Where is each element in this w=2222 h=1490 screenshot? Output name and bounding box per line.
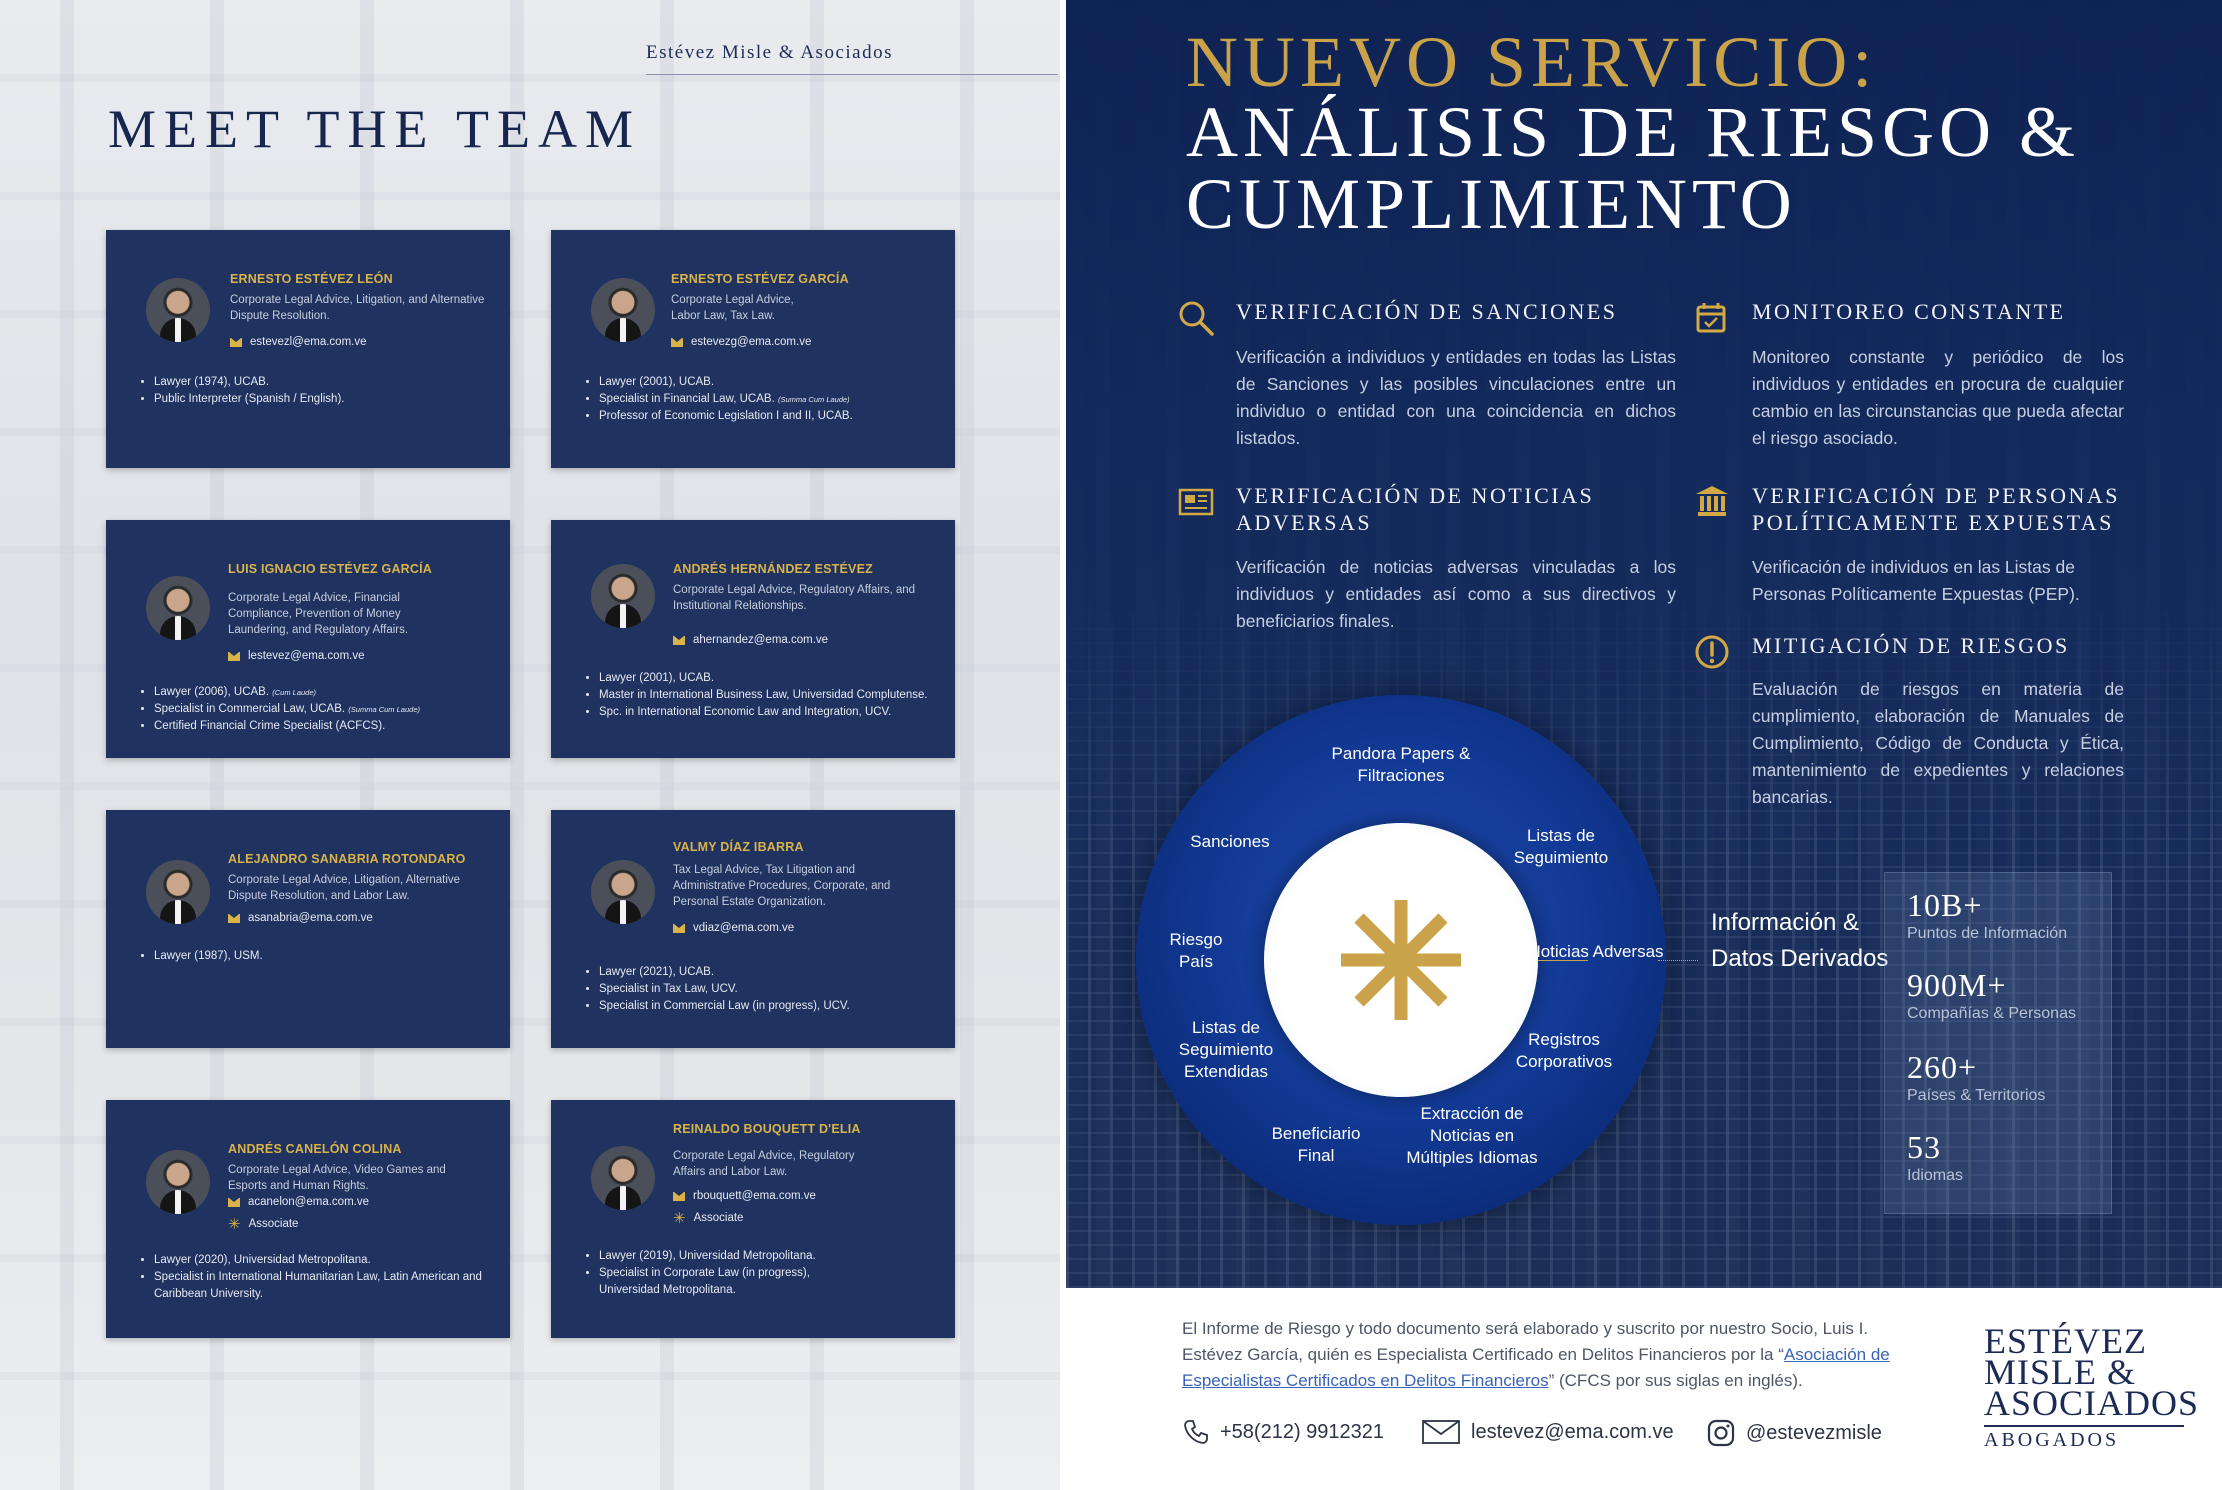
list-item: • Specialist in International Humanitarian Law, Latin American and Caribbean University. — [154, 1269, 496, 1303]
member-email[interactable]: vdiaz@ema.com.ve — [693, 922, 795, 934]
service-title-line1: NUEVO SERVICIO: — [1186, 22, 1878, 102]
member-email[interactable]: estevezl@ema.com.ve — [250, 336, 367, 348]
diagram-label-beneficiario: Beneficiario Final — [1271, 1124, 1361, 1165]
service-title: MITIGACIÓN DE RIESGOS — [1752, 633, 2070, 658]
diagram-label-sanciones: Sanciones — [1190, 832, 1270, 851]
email-row[interactable] — [228, 650, 365, 662]
associate-label: Associate — [248, 1218, 299, 1230]
team-card — [551, 520, 955, 758]
instagram-icon — [1706, 1418, 1736, 1448]
list-item: • Lawyer (1974), UCAB. — [154, 374, 496, 391]
page-title: MEET THE TEAM — [108, 99, 641, 159]
list-item — [154, 684, 496, 701]
service-page — [1066, 0, 2222, 1490]
envelope-icon — [228, 914, 240, 923]
diagram-label-pandora: Pandora Papers & Filtraciones — [1331, 744, 1471, 785]
credential-text: Specialist in Commercial Law, UCAB. — [154, 703, 346, 715]
stats-panel — [1884, 872, 2112, 1214]
envelope-icon — [673, 636, 685, 645]
envelope-icon — [673, 1192, 685, 1201]
member-email[interactable]: lestevez@ema.com.ve — [248, 650, 365, 662]
email-row[interactable] — [228, 1196, 369, 1208]
email-row[interactable] — [673, 1190, 816, 1202]
list-item: • Lawyer (2001), UCAB. — [599, 670, 941, 687]
phone-icon — [1182, 1418, 1210, 1446]
footer-text-before: El Informe de Riesgo y todo documento será elaborado y suscrito por nuestro Socio, Luis I. Estévez García, quién es Especialista Certificado en Delitos Financieros por la “ — [1182, 1319, 1869, 1364]
list-item: • Lawyer (2021), UCAB. — [599, 964, 941, 981]
member-role: Corporate Legal Advice, Litigation, Alternative Dispute Resolution, and Labor Law. — [228, 874, 461, 902]
footer-text-after: ” (CFCS por sus siglas en inglés). — [1548, 1371, 1803, 1390]
stat-number: 900M+ — [1907, 967, 2007, 1003]
list-item — [154, 701, 496, 718]
logo-line: ASOCIADOS — [1984, 1383, 2200, 1423]
member-name: REINALDO BOUQUETT D'ELIA — [673, 1122, 861, 1136]
list-item: • Lawyer (1987), USM. — [154, 948, 496, 965]
footer-band — [1066, 1288, 2222, 1490]
info-heading: Información & Datos Derivados — [1711, 909, 1889, 972]
calendar-check-icon — [1692, 298, 1732, 338]
member-email[interactable]: rbouquett@ema.com.ve — [693, 1190, 816, 1202]
avatar — [146, 576, 210, 640]
member-role: Corporate Legal Advice, Labor Law, Tax Law. — [671, 294, 794, 322]
envelope-icon — [228, 652, 240, 661]
avatar — [591, 860, 655, 924]
stat-number: 10B+ — [1907, 887, 1983, 923]
alert-circle-icon — [1692, 632, 1732, 672]
list-item: • Master in International Business Law, Universidad Complutense. — [599, 687, 941, 704]
list-item: • Lawyer (2001), UCAB. — [599, 374, 941, 391]
list-item: • Professor of Economic Legislation I and II, UCAB. — [599, 408, 941, 425]
honor-note: (Cum Laude) — [272, 688, 317, 697]
service-title: VERIFICACIÓN DE SANCIONES — [1236, 299, 1618, 324]
member-email[interactable]: estevezg@ema.com.ve — [691, 336, 812, 348]
avatar — [146, 860, 210, 924]
stat-label: Países & Territorios — [1907, 1087, 2046, 1104]
member-email[interactable]: ahernandez@ema.com.ve — [693, 634, 829, 646]
service-description: Monitoreo constante y periódico de los individuos y entidades en procura de cualquier cambio en las circunstancias que pueda afectar el riesgo asociado. — [1752, 347, 2124, 448]
team-page — [0, 0, 1060, 1490]
service-hero — [1066, 0, 2222, 1288]
data-sources-diagram — [1136, 695, 1666, 1225]
envelope-icon — [228, 1198, 240, 1207]
list-item: • Lawyer (2020), Universidad Metropolitana. — [154, 1252, 496, 1269]
diagram-label-extraccion: Extracción de Noticias en Múltiples Idiomas — [1406, 1104, 1538, 1167]
list-item: • Lawyer (2019), Universidad Metropolitana. — [599, 1248, 871, 1265]
newspaper-icon — [1176, 482, 1216, 522]
acfcs-link[interactable]: Asociación de Especialistas Certificados en Delitos Financieros — [1182, 1345, 1890, 1390]
asterisk-star-icon: ✳ — [673, 1209, 686, 1227]
avatar — [146, 278, 210, 342]
team-card — [551, 1100, 955, 1338]
avatar — [591, 564, 655, 628]
credentials-list — [136, 374, 496, 408]
honor-note: (Summa Cum Laude) — [777, 395, 850, 404]
credentials-list — [136, 948, 496, 965]
government-building-icon — [1692, 482, 1732, 522]
list-item: • Specialist in Corporate Law (in progress), Universidad Metropolitana. — [599, 1265, 871, 1299]
service-description: Evaluación de riesgos en materia de cumplimiento, elaboración de Manuales de Cumplimiento, Código de Conducta y Ética, mantenimiento de expedientes y relaciones bancarias. — [1752, 679, 2124, 807]
credential-text: Lawyer (2006), UCAB. — [154, 686, 270, 698]
envelope-icon — [673, 924, 685, 933]
service-title-line2: ANÁLISIS DE RIESGO & CUMPLIMIENTO — [1186, 92, 2081, 244]
credentials-list — [136, 1252, 496, 1303]
avatar — [591, 278, 655, 342]
member-name: ERNESTO ESTÉVEZ LEÓN — [230, 272, 393, 286]
list-item: • Spc. in International Economic Law and Integration, UCV. — [599, 704, 941, 721]
member-name: ANDRÉS CANELÓN COLINA — [228, 1142, 402, 1156]
contact-instagram[interactable] — [1706, 1418, 1882, 1448]
list-item: • Public Interpreter (Spanish / English). — [154, 391, 496, 408]
envelope-icon — [230, 338, 242, 347]
stat-label: Idiomas — [1907, 1167, 1964, 1184]
stat-item — [1907, 1129, 1963, 1187]
contact-email[interactable] — [1421, 1418, 1674, 1446]
email-row[interactable] — [228, 912, 373, 924]
diagram-label-registros: Registros Corporativos — [1515, 1030, 1613, 1071]
stat-number: 260+ — [1907, 1049, 1978, 1085]
member-email[interactable]: acanelon@ema.com.ve — [248, 1196, 369, 1208]
member-role: Corporate Legal Advice, Financial Compliance, Prevention of Money Laundering, and Regulatory Affairs. — [228, 592, 409, 636]
member-email[interactable]: asanabria@ema.com.ve — [248, 912, 373, 924]
asterisk-star-icon — [1331, 890, 1471, 1030]
instagram-handle[interactable]: @estevezmisle — [1746, 1421, 1882, 1444]
member-role: Corporate Legal Advice, Regulatory Affairs, and Institutional Relationships. — [673, 584, 916, 612]
member-name: VALMY DÍAZ IBARRA — [673, 840, 804, 854]
stat-label: Puntos de Información — [1907, 925, 2068, 942]
team-card — [106, 520, 510, 758]
stat-item — [1907, 967, 2076, 1025]
credential-text: Specialist in Financial Law, UCAB. — [599, 393, 775, 405]
email-address[interactable]: lestevez@ema.com.ve — [1471, 1420, 1674, 1443]
credentials-list — [581, 374, 941, 425]
associate-label: Associate — [693, 1212, 744, 1224]
member-name: ANDRÉS HERNÁNDEZ ESTÉVEZ — [673, 562, 873, 576]
diagram-label-listas-extendidas: Listas de Seguimiento Extendidas — [1178, 1018, 1274, 1081]
email-row[interactable] — [673, 922, 794, 934]
associate-badge — [673, 1209, 744, 1227]
logo-line: ESTÉVEZ — [1984, 1321, 2147, 1361]
member-name: ERNESTO ESTÉVEZ GARCÍA — [671, 272, 849, 286]
stat-item — [1907, 887, 2067, 945]
list-item — [599, 391, 941, 408]
email-row[interactable] — [230, 336, 367, 348]
service-description: Verificación de individuos en las Listas de Personas Políticamente Expuestas (PEP). — [1752, 557, 2080, 604]
team-card — [106, 1100, 510, 1338]
member-name: LUIS IGNACIO ESTÉVEZ GARCÍA — [228, 562, 433, 576]
service-description: Verificación de noticias adversas vinculadas a los individuos y entidades así como a sus directivos y beneficiarios finales. — [1236, 557, 1676, 631]
email-row[interactable] — [671, 336, 811, 348]
diagram-label-listas: Listas de Seguimiento — [1513, 826, 1609, 867]
firm-name-header: Estévez Misle & Asociados — [646, 42, 1058, 75]
service-title: VERIFICACIÓN DE PERSONAS POLÍTICAMENTE EXPUESTAS — [1752, 483, 2121, 535]
diagram-label-noticias: Noticias Adversas — [1528, 942, 1664, 961]
envelope-icon — [671, 338, 683, 347]
honor-note: (Summa Cum Laude) — [348, 705, 420, 714]
list-item: • Certified Financial Crime Specialist (ACFCS). — [154, 718, 496, 735]
contact-phone[interactable] — [1182, 1418, 1384, 1446]
envelope-icon — [1421, 1418, 1461, 1446]
email-row[interactable] — [673, 634, 828, 646]
diagram-label-riesgo-pais: Riesgo País — [1169, 930, 1223, 971]
member-role: Corporate Legal Advice, Regulatory Affairs and Labor Law. — [673, 1150, 855, 1178]
logo-subtitle: ABOGADOS — [1984, 1425, 2184, 1452]
service-title: MONITOREO CONSTANTE — [1752, 299, 2066, 324]
member-role: Corporate Legal Advice, Video Games and Esports and Human Rights. — [228, 1164, 446, 1192]
avatar — [591, 1146, 655, 1210]
info-connector — [1658, 960, 1698, 961]
stat-item — [1907, 1049, 2045, 1107]
stat-number: 53 — [1907, 1129, 1941, 1165]
team-card — [551, 230, 955, 468]
credentials-list — [136, 684, 496, 735]
stat-label: Compañías & Personas — [1907, 1005, 2076, 1022]
asterisk-star-icon: ✳ — [228, 1215, 241, 1233]
phone-number[interactable]: +58(212) 9912321 — [1220, 1420, 1385, 1443]
credentials-list — [581, 964, 941, 1015]
firm-logo — [1984, 1321, 2214, 1452]
footer-paragraph — [1182, 1316, 1922, 1394]
service-title: VERIFICACIÓN DE NOTICIAS ADVERSAS — [1236, 483, 1595, 535]
team-card — [106, 230, 510, 468]
list-item: • Specialist in Commercial Law (in progress), UCV. — [599, 998, 941, 1015]
logo-line: MISLE & — [1984, 1352, 2137, 1392]
avatar — [146, 1150, 210, 1214]
magnifier-icon — [1176, 298, 1216, 338]
credentials-list — [581, 670, 941, 721]
member-role: Tax Legal Advice, Tax Litigation and Administrative Procedures, Corporate, and Personal Estate Organization. — [673, 864, 891, 908]
credentials-list — [581, 1248, 871, 1299]
list-item: • Specialist in Tax Law, UCV. — [599, 981, 941, 998]
service-description: Verificación a individuos y entidades en todas las Listas de Sanciones y las posibles vinculaciones entre un individuo o entidad con una coincidencia en dichos listados. — [1236, 347, 1676, 448]
team-card — [551, 810, 955, 1048]
team-card — [106, 810, 510, 1048]
member-name: ALEJANDRO SANABRIA ROTONDARO — [228, 852, 466, 866]
associate-badge — [228, 1215, 299, 1233]
member-role: Corporate Legal Advice, Litigation, and Alternative Dispute Resolution. — [230, 294, 485, 322]
